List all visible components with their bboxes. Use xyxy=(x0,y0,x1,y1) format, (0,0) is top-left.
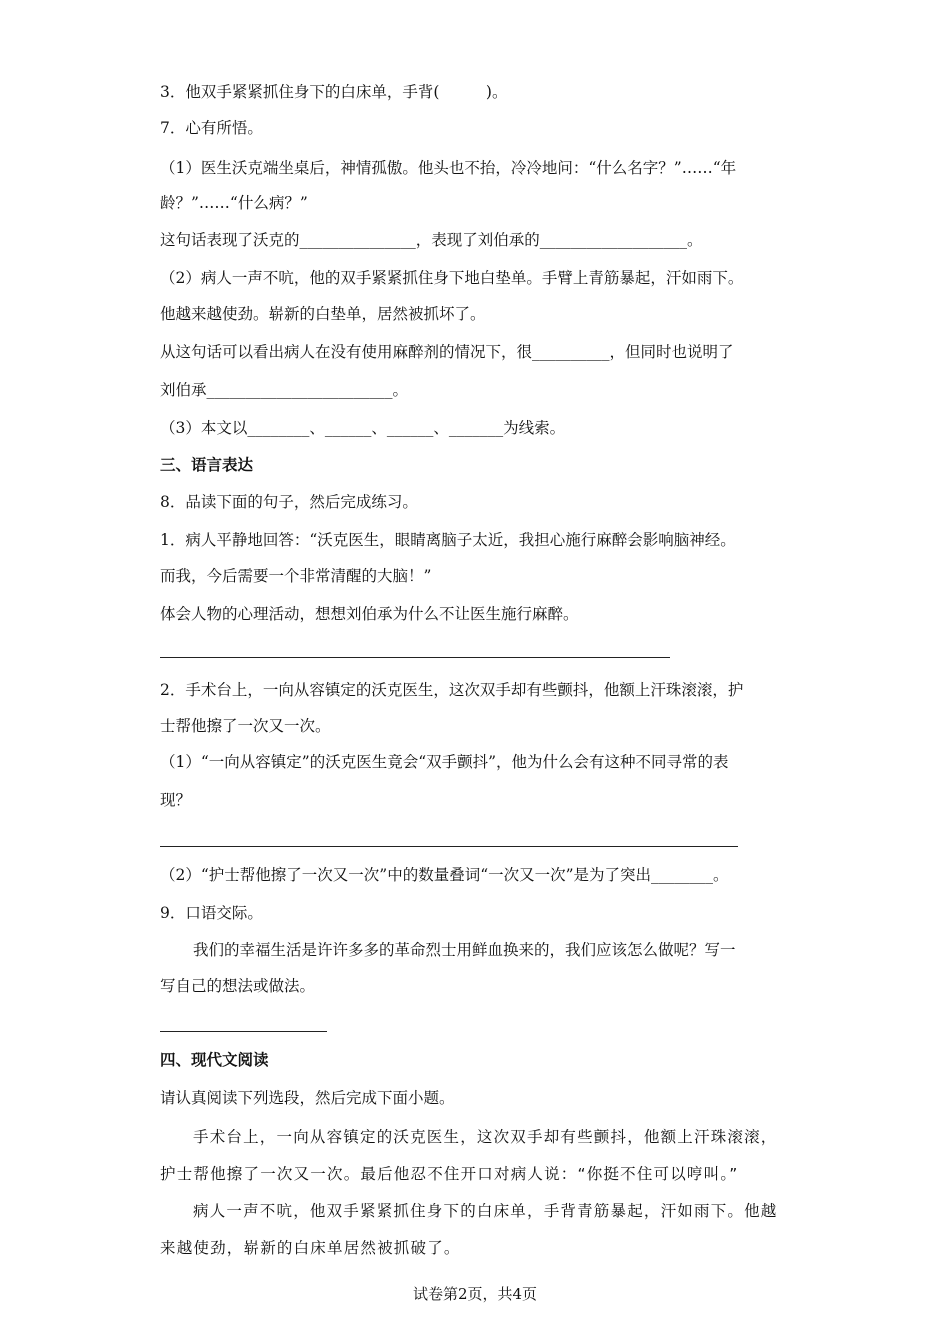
question-7-3-line: （3）本文以________、______、______、_______为线索。 xyxy=(160,419,566,437)
passage-paragraph-2: 病人一声不吭，他双手紧紧抓住身下的白床单，手背青筋暴起，汗如雨下。他越 xyxy=(193,1202,778,1220)
question-8-2-text: 2．手术台上，一向从容镇定的沃克医生，这次双手却有些颤抖，他额上汗珠滚滚，护 xyxy=(160,681,744,699)
question-8-1-text: 1．病人平静地回答：“沃克医生，眼睛离脑子太近，我担心施行麻醉会影响脑神经。 xyxy=(160,531,736,549)
question-8-2-1-text: （1）“一向从容镇定”的沃克医生竟会“双手颤抖”，他为什么会有这种不同寻常的表 xyxy=(160,753,729,771)
answer-line xyxy=(160,846,738,847)
question-3-line: 3．他双手紧紧抓住身下的白床单，手背( )。 xyxy=(160,83,508,101)
question-8-2-2-line: （2）“护士帮他擦了一次又一次”中的数量叠词“一次又一次”是为了突出________。 xyxy=(160,866,729,884)
section-3-heading: 三、语言表达 xyxy=(160,455,254,474)
question-7-title: 7．心有所悟。 xyxy=(160,119,263,137)
question-7-1-text: （1）医生沃克端坐桌后，神情孤傲。他头也不抬，冷冷地问：“什么名字？”……“年 xyxy=(160,159,737,177)
question-7-2-blank-line-cont: 刘伯承________________________。 xyxy=(160,381,409,399)
question-8-1-prompt: 体会人物的心理活动，想想刘伯承为什么不让医生施行麻醉。 xyxy=(160,605,579,623)
question-8-2-text-cont: 士帮他擦了一次又一次。 xyxy=(160,717,331,735)
passage-paragraph-2-cont: 来越使劲，崭新的白床单居然被抓破了。 xyxy=(160,1239,461,1257)
question-9-text: 我们的幸福生活是许许多多的革命烈士用鲜血换来的，我们应该怎么做呢？写一 xyxy=(193,941,736,959)
question-8-1-text-cont: 而我，今后需要一个非常清醒的大脑！” xyxy=(160,567,432,585)
reading-intro: 请认真阅读下列选段，然后完成下面小题。 xyxy=(160,1089,455,1107)
passage-paragraph-1-cont: 护士帮他擦了一次又一次。最后他忍不住开口对病人说：“你挺不住可以哼叫。” xyxy=(160,1165,739,1183)
section-4-heading: 四、现代文阅读 xyxy=(160,1050,269,1069)
question-7-2-text-cont: 他越来越使劲。崭新的白垫单，居然被抓坏了。 xyxy=(160,305,486,323)
question-7-2-text: （2）病人一声不吭，他的双手紧紧抓住身下地白垫单。手臂上青筋暴起，汗如雨下。 xyxy=(160,269,744,287)
passage-paragraph-1: 手术台上，一向从容镇定的沃克医生，这次双手却有些颤抖，他额上汗珠滚滚， xyxy=(193,1128,778,1146)
question-7-2-blank-line: 从这句话可以看出病人在没有使用麻醉剂的情况下，很__________，但同时也说明了 xyxy=(160,343,734,361)
question-9-text-cont: 写自己的想法或做法。 xyxy=(160,977,316,995)
question-7-1-text-cont: 龄？”……“什么病？” xyxy=(160,194,308,212)
question-8-2-1-text-cont: 现？ xyxy=(160,791,192,809)
answer-line xyxy=(160,1031,327,1032)
question-7-1-blank-line: 这句话表现了沃克的_______________，表现了刘伯承的___________________。 xyxy=(160,231,703,249)
question-9-title: 9．口语交际。 xyxy=(160,904,263,922)
page-footer: 试卷第2页，共4页 xyxy=(412,1285,538,1303)
question-8-title: 8．品读下面的句子，然后完成练习。 xyxy=(160,493,418,511)
answer-line xyxy=(160,657,670,658)
